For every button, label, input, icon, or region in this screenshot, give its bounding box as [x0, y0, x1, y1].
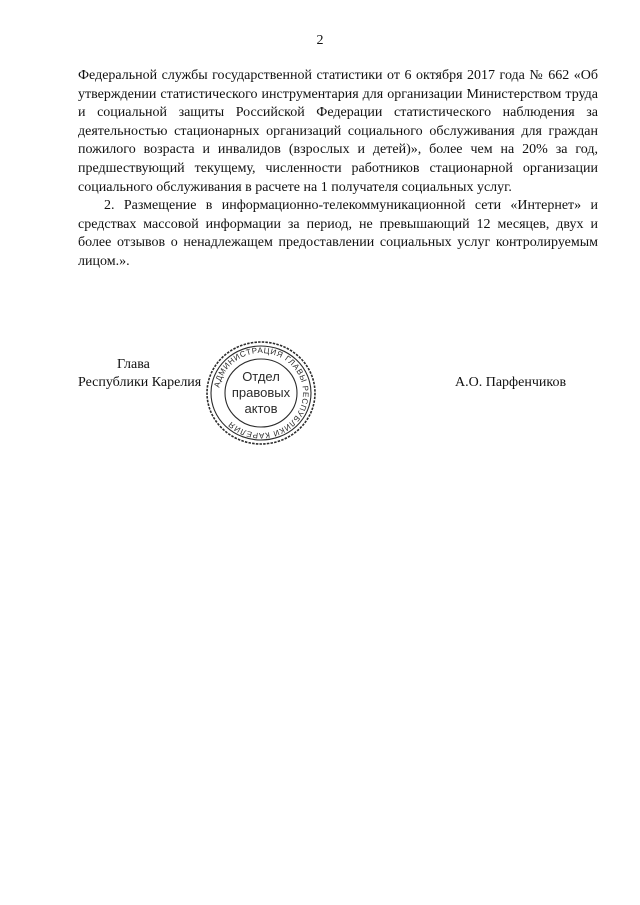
- stamp-line-2: правовых: [231, 385, 291, 400]
- paragraph-continuation: Федеральной службы государственной статистики от 6 октября 2017 года № 662 «Об утверждении статистического инструментария для организации Министерством труда и социальной защиты Российской Федерации статистического наблюдения за деятельностью стационарных организаций социального обслуживания для граждан пожилого возраста и инвалидов (взрослых и детей)», более чем на 20% за год, предшествующий текущему, численности работников стационарной организации социального обслуживания в расчете на 1 получателя социальных услуг.: [78, 68, 598, 195]
- signatory-name: А.О. Парфенчиков: [455, 375, 567, 390]
- signatory-title-line-1: Глава: [117, 357, 150, 372]
- stamp-line-1: Отдел: [242, 369, 280, 384]
- stamp-line-3: актов: [244, 401, 278, 416]
- document-body: [78, 67, 598, 272]
- signatory-title-line-2: Республики Карелия: [78, 375, 202, 390]
- page-number: 2: [316, 33, 324, 48]
- official-stamp: [204, 339, 318, 447]
- paragraph-item-2: 2. Размещение в информационно-телекоммуникационной сети «Интернет» и средствах массовой информации за период, не превышающий 12 месяцев, двух и более отзывов о ненадлежащем предоставлении социальных услуг контролируемым лицом.».: [78, 198, 598, 269]
- stamp-ring-text: АДМИНИСТРАЦИЯ ГЛАВЫ РЕСПУБЛИКИ КАРЕЛИЯ: [212, 345, 311, 441]
